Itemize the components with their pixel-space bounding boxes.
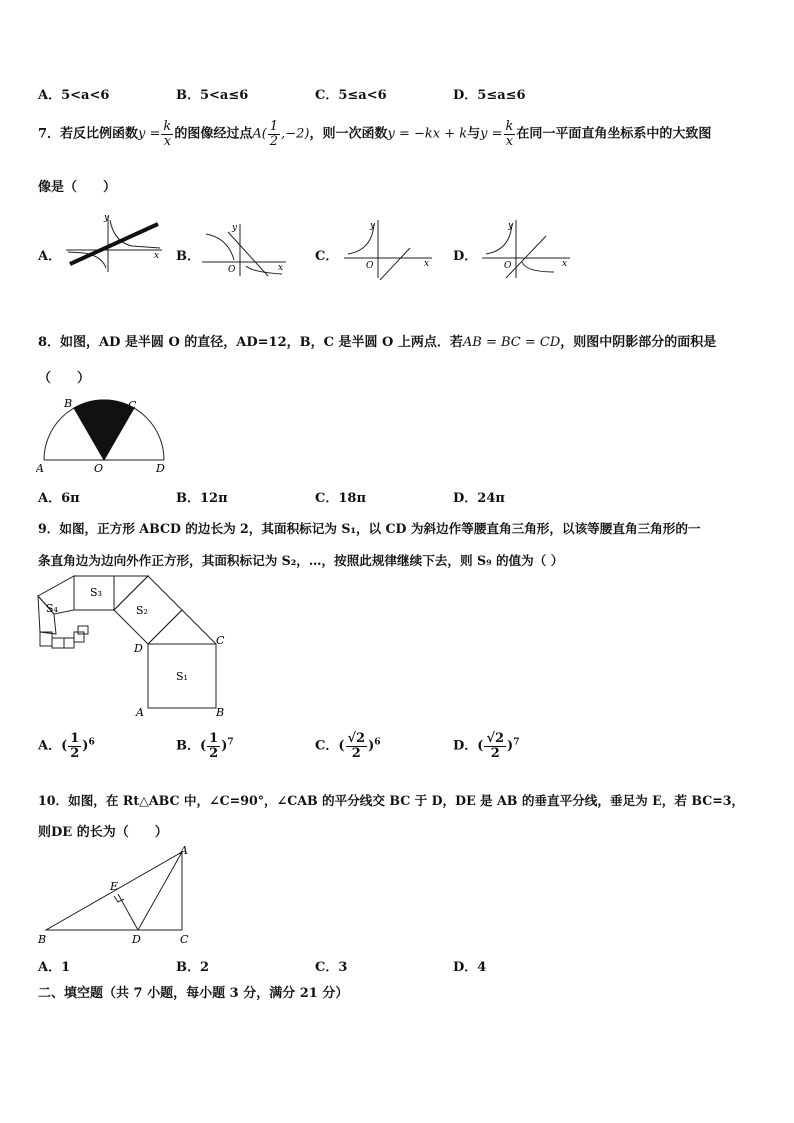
q6-option-b: B．5<a≤6	[176, 88, 249, 103]
q8-option-d: D．24π	[453, 491, 505, 506]
q7-graph-a	[62, 212, 166, 274]
svg-text:C: C	[128, 399, 137, 412]
svg-text:A: A	[36, 462, 44, 475]
q9-stem-line2: 条直角边为边向外作正方形，其面积标记为 S₂，…，按照此规律继续下去，则 S₉ 的值为（ ）	[38, 553, 564, 568]
svg-text:C: C	[216, 634, 225, 647]
q7-option-a: A．	[38, 249, 62, 264]
svg-text:S₄: S₄	[46, 602, 58, 615]
svg-text:y: y	[104, 213, 110, 223]
q9-option-b: B．( $\frac{1}{2}$ )$^7$	[176, 731, 234, 761]
svg-text:C: C	[180, 933, 189, 946]
svg-text:S₁: S₁	[176, 670, 188, 683]
svg-text:y: y	[232, 223, 238, 233]
svg-text:x: x	[278, 263, 284, 273]
svg-text:O: O	[228, 265, 236, 275]
q9-option-a: A．( $\frac{1}{2}$ )$^6$	[38, 731, 95, 761]
q10-option-a: A．1	[38, 960, 71, 975]
q10-stem-line2: 则DE 的长为（ ）	[38, 825, 168, 840]
q7-option-c: C．	[315, 249, 339, 264]
svg-text:D: D	[156, 462, 165, 475]
svg-text:y: y	[370, 221, 376, 231]
svg-text:O: O	[366, 261, 374, 271]
svg-text:S₃: S₃	[90, 586, 102, 599]
svg-text:x: x	[154, 251, 160, 261]
svg-text:B: B	[216, 706, 225, 719]
q8-semicircle-figure	[36, 396, 176, 476]
q6-option-a: A．5<a<6	[38, 88, 110, 103]
q7-graph-b	[198, 220, 290, 278]
svg-text:O: O	[504, 261, 512, 271]
svg-text:A: A	[180, 844, 188, 857]
q8-stem: 8．如图，AD 是半圆 O 的直径，AD=12，B，C 是半圆 O 上两点．若AB = BC = CD，则图中阴影部分的面积是	[38, 335, 717, 350]
q8-option-b: B．12π	[176, 491, 228, 506]
q8-paren: （ ）	[38, 371, 91, 386]
svg-text:B: B	[38, 933, 47, 946]
svg-text:x: x	[424, 259, 430, 269]
svg-text:x: x	[562, 259, 568, 269]
q9-option-d: D．( $\frac{√2}{2}$ )$^7$	[453, 731, 520, 761]
q10-option-b: B．2	[176, 960, 210, 975]
q7-graph-d	[478, 216, 574, 280]
q9-stem-line1: 9．如图，正方形 ABCD 的边长为 2，其面积标记为 S₁，以 CD 为斜边作等腰直角三角形，以该等腰直角三角形的一	[38, 521, 701, 536]
svg-text:E: E	[110, 880, 119, 893]
q7-option-d: D．	[453, 249, 478, 264]
svg-text:y: y	[508, 221, 514, 231]
q9-option-c: C．( $\frac{√2}{2}$ )$^6$	[315, 731, 381, 761]
q9-squares-figure	[34, 574, 234, 720]
q10-stem-line1: 10．如图，在 Rt△ABC 中，∠C=90°，∠CAB 的平分线交 BC 于 D，DE 是 AB 的垂直平分线，垂足为 E，若 BC=3，	[38, 793, 745, 808]
svg-text:B: B	[64, 397, 73, 410]
q10-option-c: C．3	[315, 960, 348, 975]
q6-option-d: D．5≤a≤6	[453, 88, 526, 103]
svg-text:A: A	[136, 706, 144, 719]
q8-option-a: A．6π	[38, 491, 80, 506]
svg-text:D: D	[132, 933, 141, 946]
svg-text:S₂: S₂	[136, 604, 148, 617]
q7-stem-line2: 像是（ ）	[38, 180, 117, 195]
q6-option-c: C．5≤a<6	[315, 88, 387, 103]
q8-option-c: C．18π	[315, 491, 366, 506]
q7-option-b: B．	[176, 249, 200, 264]
q7-graph-c	[340, 216, 436, 280]
q7-stem-line1: 7．若反比例函数y = $\frac{k}{x}$ 的图像经过点A( $\frac{1}{2}$ ,−2)，则一次函数y = −kx + k与y = $\frac{k}{x}$ 在同一平面直角坐标系中的大致图	[38, 119, 712, 149]
q10-option-d: D．4	[453, 960, 487, 975]
svg-text:D: D	[134, 642, 143, 655]
q10-triangle-figure	[34, 844, 204, 948]
section-2-heading: 二、填空题（共 7 小题，每小题 3 分，满分 21 分）	[38, 986, 349, 1001]
svg-text:O: O	[94, 462, 104, 475]
